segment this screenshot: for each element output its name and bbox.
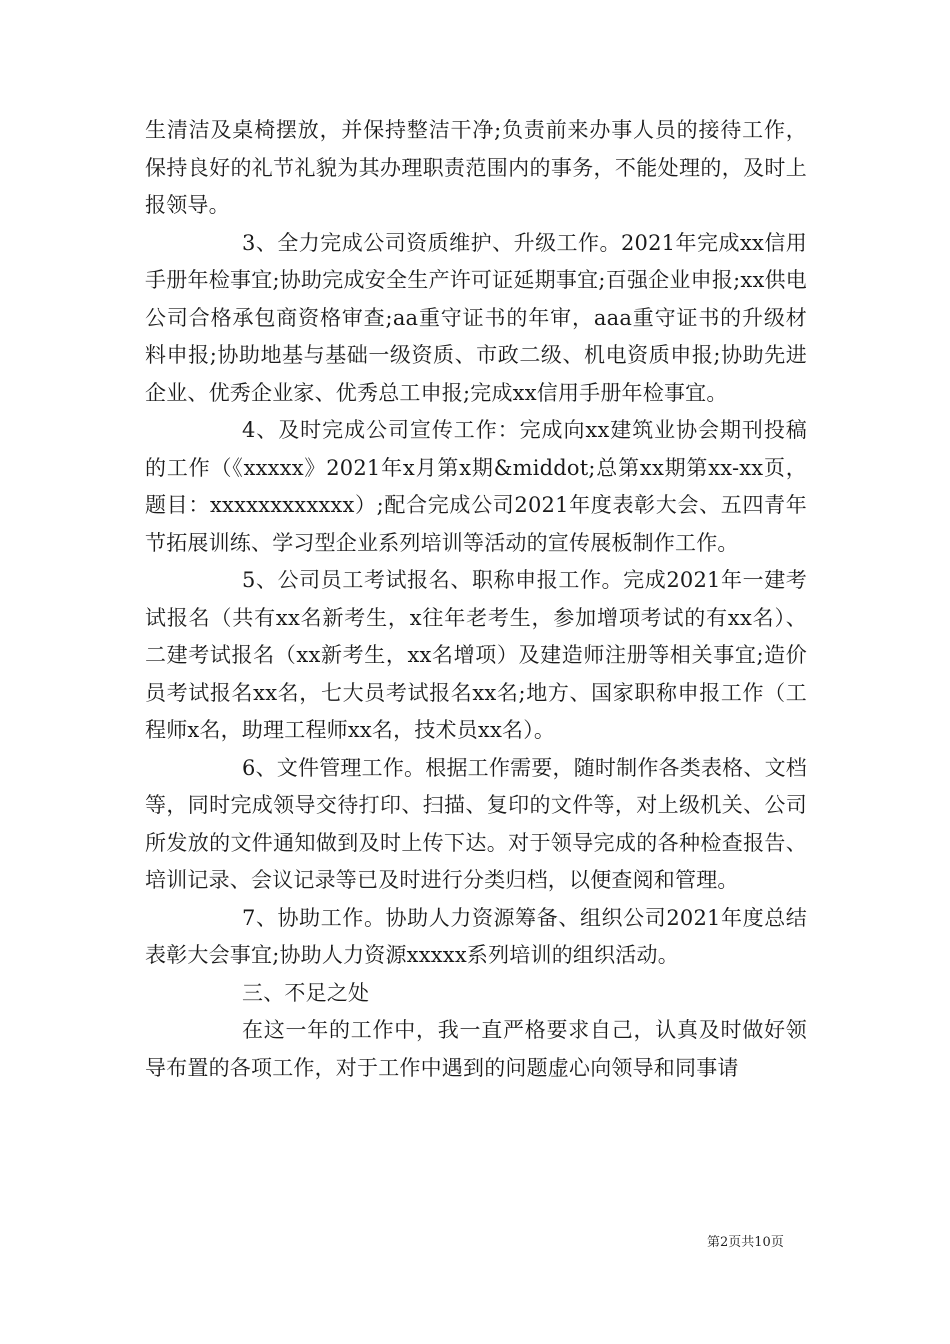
paragraph-summary: 在这一年的工作中，我一直严格要求自己，认真及时做好领导布置的各项工作，对于工作中遇到的问题虚心向领导和同事请: [145, 1018, 807, 1080]
paragraph-item-6: 6、文件管理工作。根据工作需要，随时制作各类表格、文档等，同时完成领导交待打印、扫描、复印的文件等，对上级机关、公司所发放的文件通知做到及时上传下达。对于领导完成的各种检查报告、培训记录、会议记录等已及时进行分类归档，以便查阅和管理。: [145, 755, 807, 892]
paragraph-item-5: 5、公司员工考试报名、职称申报工作。完成2021年一建考试报名（共有xx名新考生，x往年老考生，参加增项考试的有xx名）、二建考试报名（xx新考生，xx名增项）及建造师注册等相关事宜;造价员考试报名xx名，七大员考试报名xx名;地方、国家职称申报工作（工程师x名，助理工程师xx名，技术员xx名）。: [145, 568, 807, 742]
paragraph-item-3: 3、全力完成公司资质维护、升级工作。2021年完成xx信用手册年检事宜;协助完成安全生产许可证延期事宜;百强企业申报;xx供电公司合格承包商资格审查;aa重守证书的年审，aaa重守证书的升级材料申报;协助地基与基础一级资质、市政二级、机电资质申报;协助先进企业、优秀企业家、优秀总工申报;完成xx信用手册年检事宜。: [145, 230, 807, 405]
paragraph-item-4: 4、及时完成公司宣传工作：完成向xx建筑业协会期刊投稿的工作（《xxxxx》2021年x月第x期&middot;总第xx期第xx-xx页，题目：xxxxxxxxxxxx）;配合完成公司2021年度表彰大会、五四青年节拓展训练、学习型企业系列培训等活动的宣传展板制作工作。: [145, 418, 807, 555]
page-number: 第2页共10页: [707, 1235, 784, 1250]
paragraph-item-7: 7、协助工作。协助人力资源筹备、组织公司2021年度总结表彰大会事宜;协助人力资源xxxxx系列培训的组织活动。: [145, 905, 807, 967]
document-body: [145, 112, 807, 1087]
section-heading: 三、不足之处: [242, 980, 370, 1005]
paragraph-continuation: 生清洁及桌椅摆放，并保持整洁干净;负责前来办事人员的接待工作，保持良好的礼节礼貌为其办理职责范围内的事务，不能处理的，及时上报领导。: [145, 118, 807, 217]
